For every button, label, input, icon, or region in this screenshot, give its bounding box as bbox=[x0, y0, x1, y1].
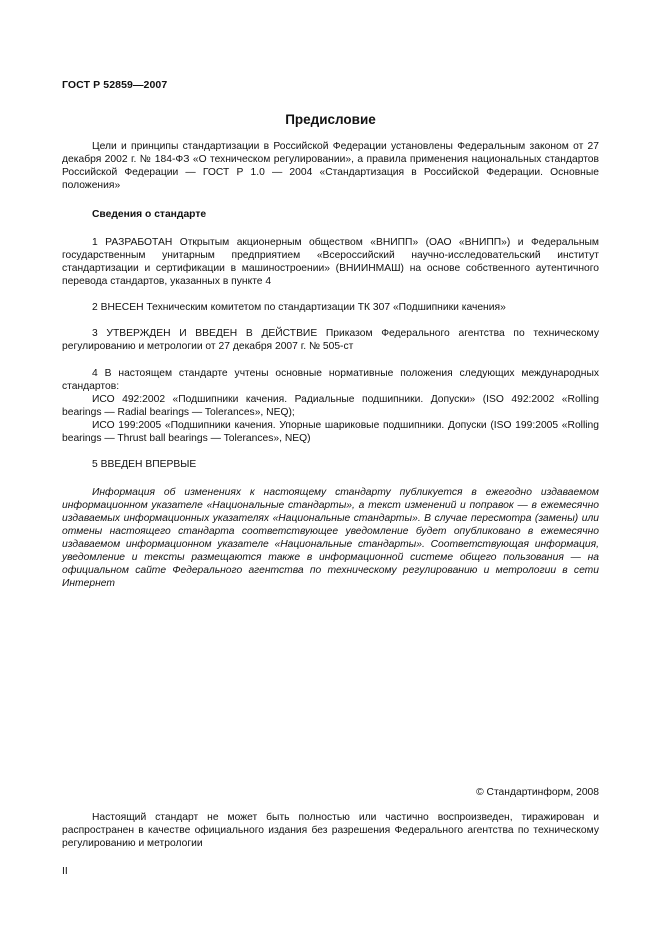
item-2-paragraph bbox=[62, 301, 599, 314]
item-4-standard-a bbox=[62, 393, 599, 419]
document-page bbox=[62, 0, 599, 936]
reproduction-paragraph bbox=[62, 811, 599, 850]
intro-paragraph bbox=[62, 140, 599, 192]
notice-paragraph bbox=[62, 486, 599, 590]
item-4-paragraph bbox=[62, 367, 599, 393]
item-2-text: 2 ВНЕСЕН Техническим комитетом по стандартизации ТК 307 «Подшипники качения» bbox=[92, 302, 506, 313]
item-1-text: 1 РАЗРАБОТАН Открытым акционерным обществом «ВНИПП» (ОАО «ВНИПП») и Федеральным государственным унитарным предприятием «Всероссийский научно-исследовательский институт стандартизации и сертификации в машиностроении» (ВНИИНМАШ) на основе собственного аутентичного перевода стандартов, указанных в пункте 4 bbox=[62, 237, 599, 287]
item-4-standard-b bbox=[62, 419, 599, 445]
item-4-b-text: ИСО 199:2005 «Подшипники качения. Упорные шариковые подшипники. Допуски (ISO 199:2005 «Rolling bearings — Thrust ball bearings — Tolerances», NEQ) bbox=[62, 420, 599, 444]
item-4-a-text: ИСО 492:2002 «Подшипники качения. Радиальные подшипники. Допуски» (ISO 492:2002 «Rolling bearings — Radial bearings — Tolerances», NEQ); bbox=[62, 394, 599, 418]
item-4-text: 4 В настоящем стандарте учтены основные нормативные положения следующих международных стандартов: bbox=[62, 368, 599, 392]
item-3-text: 3 УТВЕРЖДЕН И ВВЕДЕН В ДЕЙСТВИЕ Приказом Федерального агентства по техническому регулированию и метрологии от 27 декабря 2007 г. № 505-ст bbox=[62, 328, 599, 352]
page-number: II bbox=[62, 866, 68, 877]
copyright-line: © Стандартинформ, 2008 bbox=[476, 787, 599, 798]
intro-text: Цели и принципы стандартизации в Российской Федерации установлены Федеральным законом от 27 декабря 2002 г. № 184-ФЗ «О техническом регулировании», а правила применения национальных стандартов Российской Федерации — ГОСТ Р 1.0 — 2004 «Стандартизация в Российской Федерации. Основные положения» bbox=[62, 141, 599, 191]
notice-text: Информация об изменениях к настоящему стандарту публикуется в ежегодно издаваемом информационном указателе «Национальные стандарты», а текст изменений и поправок — в ежемесячно издаваемых информационных указателях «Национальные стандарты». В случае пересмотра (замены) или отмены настоящего стандарта соответствующее уведомление будет опубликовано в ежемесячно издаваемом информационном указателе «Национальные стандарты». Соответствующая информация, уведомление и тексты размещаются также в информационной системе общего пользования — на официальном сайте Федерального агентства по техническому регулированию и метрологии в сети Интернет bbox=[62, 487, 599, 589]
item-5-text: 5 ВВЕДЕН ВПЕРВЫЕ bbox=[92, 459, 197, 470]
item-5-paragraph bbox=[62, 458, 599, 471]
item-3-paragraph bbox=[62, 327, 599, 353]
page-title: Предисловие bbox=[285, 112, 376, 127]
reproduction-text: Настоящий стандарт не может быть полностью или частично воспроизведен, тиражирован и распространен в качестве официального издания без разрешения Федерального агентства по техническому регулированию и метрологии bbox=[62, 812, 599, 849]
info-heading: Сведения о стандарте bbox=[92, 209, 207, 220]
document-code: ГОСТ Р 52859—2007 bbox=[62, 79, 168, 91]
item-1-paragraph bbox=[62, 236, 599, 288]
